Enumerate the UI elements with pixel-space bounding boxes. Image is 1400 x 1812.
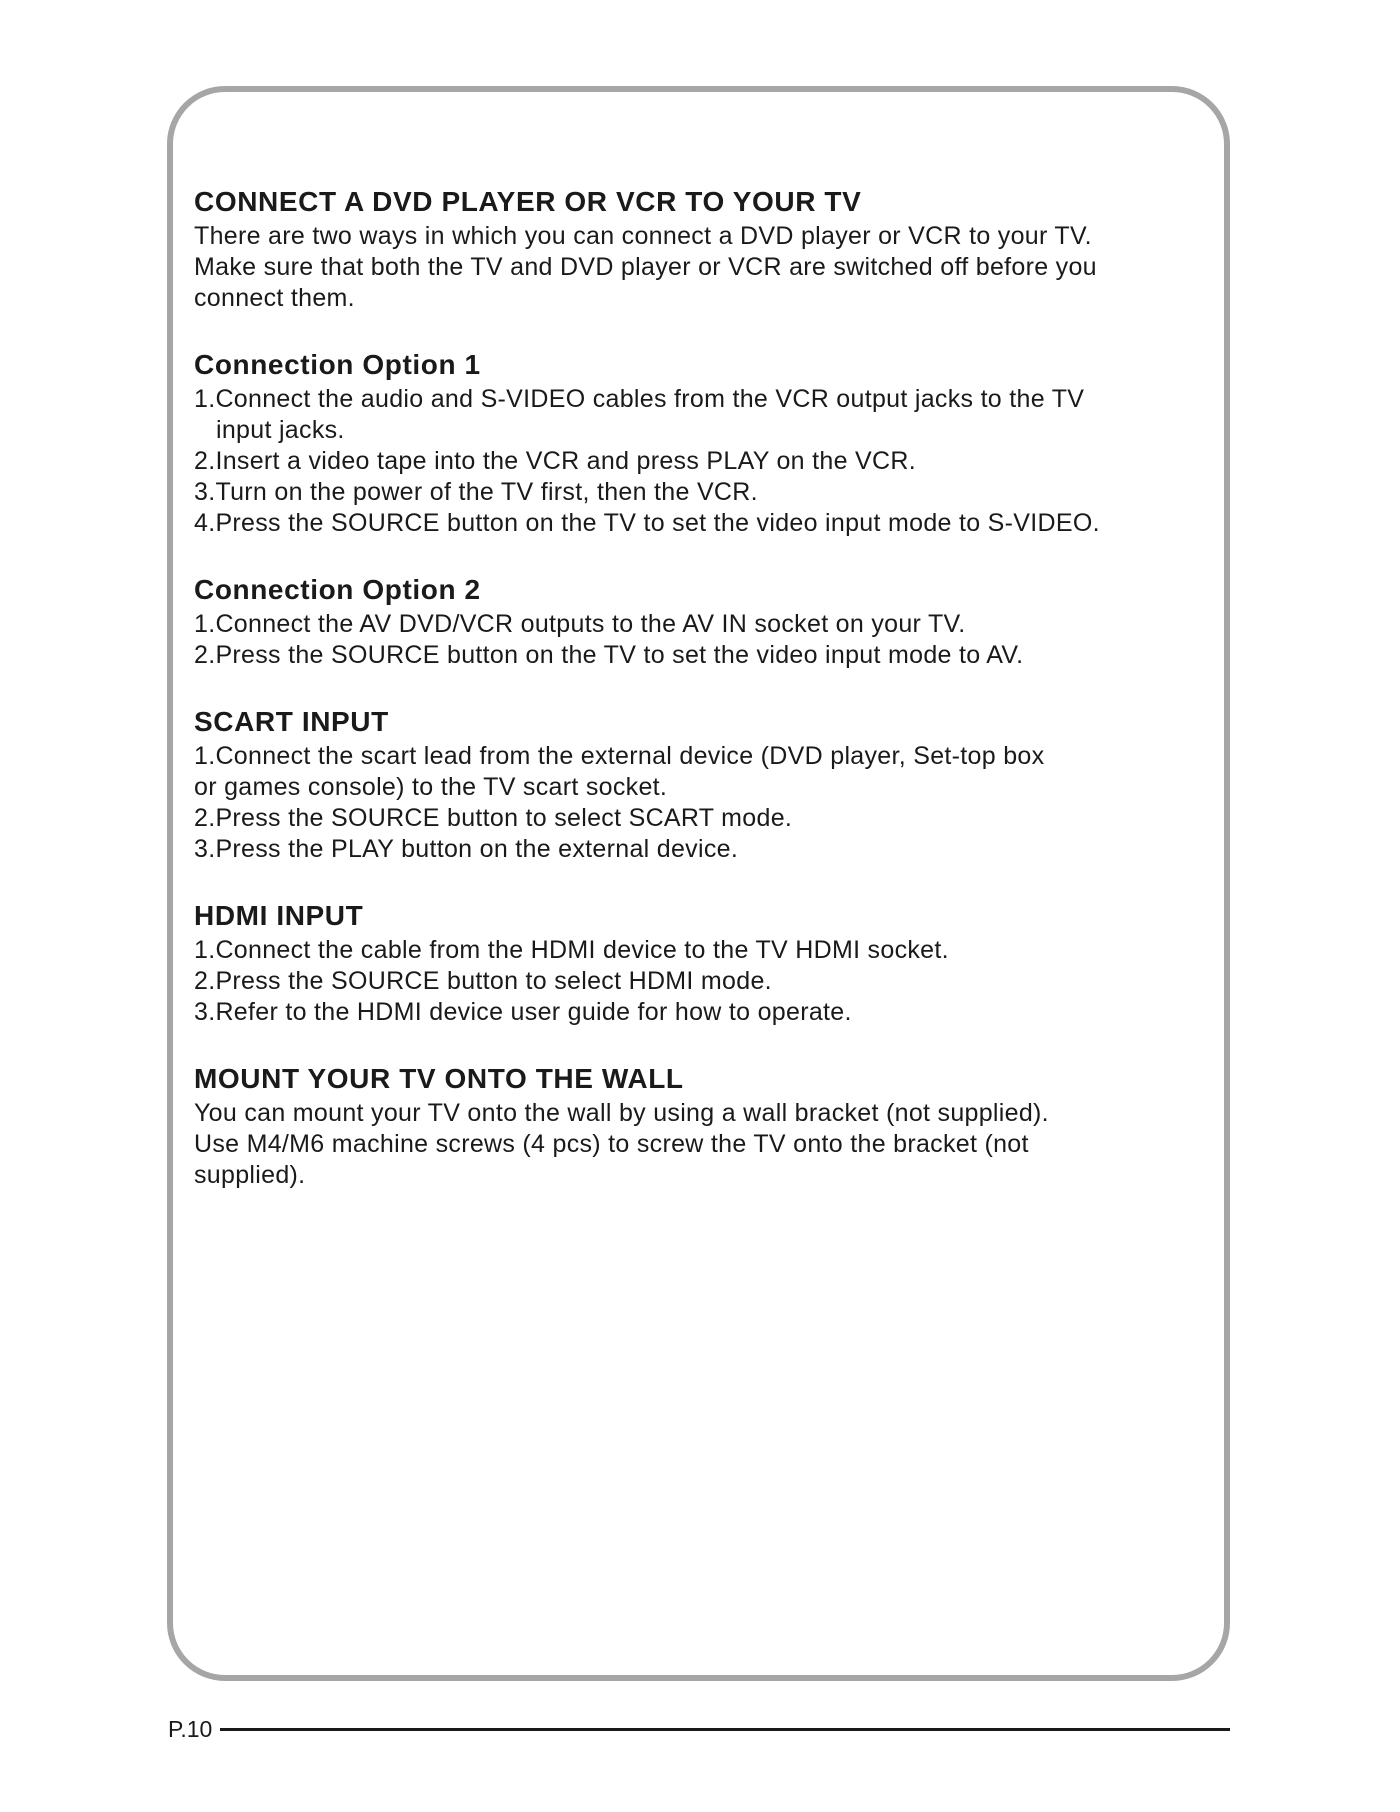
- step-line: 3.Press the PLAY button on the external device.: [194, 835, 739, 863]
- footer-rule: [220, 1728, 1230, 1731]
- step-line: 4.Press the SOURCE button on the TV to set the video input mode to S-VIDEO.: [194, 509, 1100, 537]
- section-mount-wall: [194, 1060, 1234, 1191]
- paragraph-line: supplied).: [194, 1161, 306, 1189]
- step-line: 2.Press the SOURCE button on the TV to set the video input mode to AV.: [194, 641, 1024, 669]
- paragraph-line: You can mount your TV onto the wall by using a wall bracket (not supplied).: [194, 1099, 1049, 1127]
- step-line: 1.Connect the scart lead from the external device (DVD player, Set-top box: [194, 742, 1045, 770]
- section-heading: SCART INPUT: [194, 706, 389, 737]
- step-line: 2.Press the SOURCE button to select SCART mode.: [194, 804, 793, 832]
- page-number: P.10: [168, 1716, 213, 1742]
- section-connection-option-1: [194, 346, 1234, 539]
- paragraph-line: Use M4/M6 machine screws (4 pcs) to screw the TV onto the bracket (not: [194, 1130, 1029, 1158]
- section-heading: Connection Option 2: [194, 574, 481, 605]
- paragraph-line: connect them.: [194, 284, 355, 312]
- step-line: 3.Refer to the HDMI device user guide for how to operate.: [194, 998, 852, 1026]
- section-connection-option-2: [194, 571, 1234, 671]
- section-hdmi-input: [194, 897, 1234, 1028]
- step-line-continuation: input jacks.: [216, 416, 345, 444]
- step-line-continuation: or games console) to the TV scart socket.: [194, 773, 668, 801]
- section-scart-input: [194, 703, 1234, 865]
- manual-content: [194, 183, 1234, 1223]
- step-line: 1.Connect the AV DVD/VCR outputs to the AV IN socket on your TV.: [194, 610, 966, 638]
- section-heading: Connection Option 1: [194, 349, 481, 380]
- step-line: 2.Insert a video tape into the VCR and press PLAY on the VCR.: [194, 447, 916, 475]
- paragraph-line: Make sure that both the TV and DVD player or VCR are switched off before you: [194, 253, 1097, 281]
- step-line: 1.Connect the cable from the HDMI device to the TV HDMI socket.: [194, 936, 949, 964]
- step-line: 2.Press the SOURCE button to select HDMI mode.: [194, 967, 772, 995]
- section-connect-dvd-vcr: [194, 183, 1234, 314]
- step-line: 3.Turn on the power of the TV first, then the VCR.: [194, 478, 758, 506]
- section-heading: MOUNT YOUR TV ONTO THE WALL: [194, 1063, 684, 1094]
- section-heading: CONNECT A DVD PLAYER OR VCR TO YOUR TV: [194, 186, 862, 217]
- section-heading: HDMI INPUT: [194, 900, 364, 931]
- paragraph-line: There are two ways in which you can connect a DVD player or VCR to your TV.: [194, 222, 1092, 250]
- step-line: 1.Connect the audio and S-VIDEO cables from the VCR output jacks to the TV: [194, 385, 1085, 413]
